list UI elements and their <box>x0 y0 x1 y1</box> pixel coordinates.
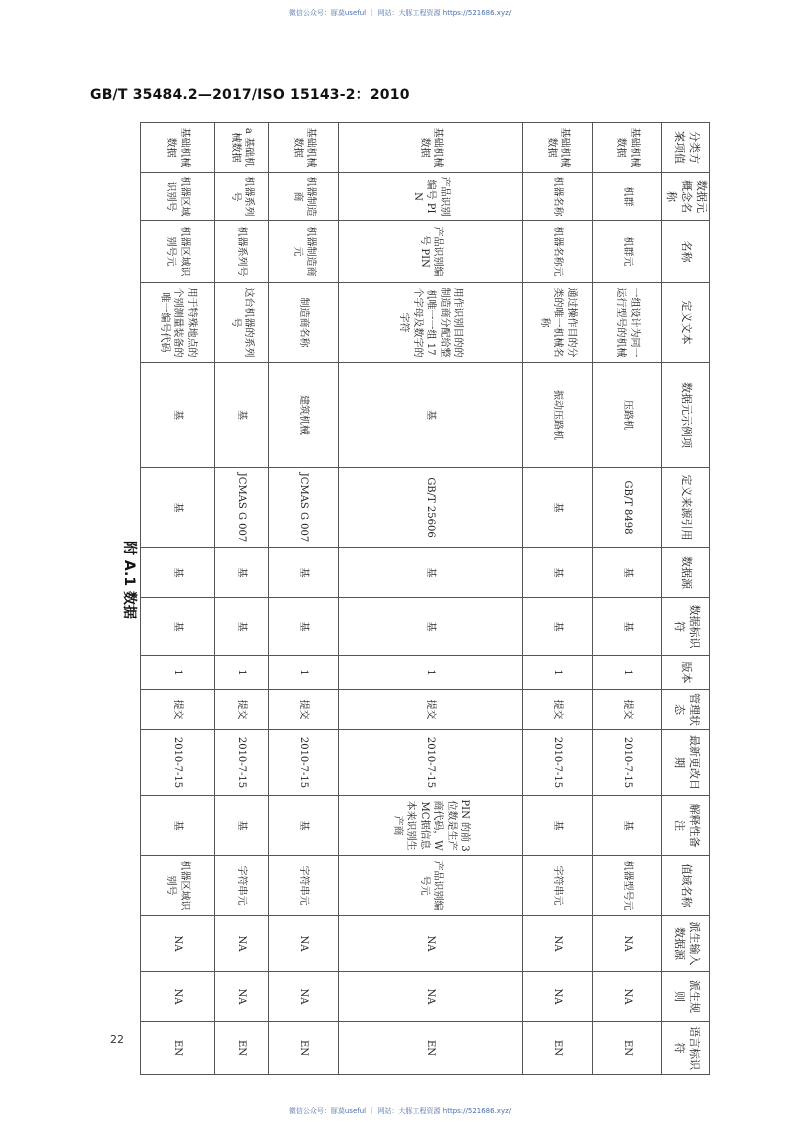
col-header: 解释性备注 <box>662 796 710 856</box>
table-cell: JCMAS G 007 <box>269 468 339 548</box>
table-cell: 产品识别编号 PIN <box>338 221 523 283</box>
table-cell: 提交 <box>592 690 662 730</box>
col-header: 版本 <box>662 656 710 690</box>
col-header: 数据元概念名称 <box>662 173 710 221</box>
table-cell: 字符串元 <box>269 856 339 916</box>
table-cell: 机群 <box>592 173 662 221</box>
table-cell: 基础机械数据 <box>523 123 593 173</box>
table-cell: 基 <box>523 796 593 856</box>
table-cell: 基 <box>592 796 662 856</box>
table-cell: 机器区域识别号 <box>141 856 215 916</box>
table-cell: NA <box>214 972 268 1022</box>
table-cell: 基础机械数据 <box>269 123 339 173</box>
col-header: 数据元示例项 <box>662 363 710 468</box>
col-header: 名称 <box>662 221 710 283</box>
table-cell: 1 <box>592 656 662 690</box>
table-cell: 基 <box>523 548 593 598</box>
col-header: 派生输入数据源 <box>662 916 710 972</box>
table-cell: NA <box>338 972 523 1022</box>
col-header: 定义文本 <box>662 283 710 363</box>
table-cell: EN <box>592 1022 662 1075</box>
table-cell: 机器区域识别号 <box>141 173 215 221</box>
table-row <box>523 123 593 1075</box>
table-cell: 用于特殊地点的个别测量装备的唯一编号代码 <box>141 283 215 363</box>
col-header: 管理状态 <box>662 690 710 730</box>
table-row <box>269 123 339 1075</box>
table-row <box>141 123 215 1075</box>
table-cell: 基 <box>141 598 215 656</box>
watermark-bottom: 微信公众号：豚莫useful ｜ 网站：大豚工程资源 https://521686.xyz/ <box>288 1107 512 1115</box>
col-header: 派生规则 <box>662 972 710 1022</box>
table-cell: NA <box>269 916 339 972</box>
table-cell: a 基础机械数据 <box>214 123 268 173</box>
table-cell: 2010-7-15 <box>269 730 339 796</box>
table-cell: 1 <box>269 656 339 690</box>
table-cell: 基 <box>338 548 523 598</box>
table-cell: EN <box>338 1022 523 1075</box>
col-header: 语言标识符 <box>662 1022 710 1075</box>
table-cell: 机器系列号 <box>214 173 268 221</box>
table-cell: 基础机械数据 <box>592 123 662 173</box>
table-cell: 产品识别编号 PIN <box>338 173 523 221</box>
standard-id: GB/T 35484.2—2017/ISO 15143-2：2010 <box>90 87 410 103</box>
table-cell: 基础机械数据 <box>338 123 523 173</box>
data-table <box>140 122 710 1075</box>
table-cell: 基 <box>592 598 662 656</box>
table-cell: 基 <box>141 796 215 856</box>
col-header: 数据源 <box>662 548 710 598</box>
table-cell: 用作识别目的的制造商分配给整机唯一一组 17 个字母及数字的字符 <box>338 283 523 363</box>
table-cell: 提交 <box>338 690 523 730</box>
table-cell: NA <box>269 972 339 1022</box>
table-cell: 基础机械数据 <box>141 123 215 173</box>
table-cell: 机器名称 <box>523 173 593 221</box>
table-cell: NA <box>141 972 215 1022</box>
table-cell: JCMAS G 007 <box>214 468 268 548</box>
table-cell: 机器系列号 <box>214 221 268 283</box>
table-row <box>338 123 523 1075</box>
table-cell: 提交 <box>141 690 215 730</box>
table-cell: 2010-7-15 <box>141 730 215 796</box>
table-cell: NA <box>141 916 215 972</box>
table-cell: 基 <box>338 598 523 656</box>
table-cell: PIN 的前 3 位数是生产商代码，WMC据信息本来识别生产商 <box>338 796 523 856</box>
table-cell: 机群元 <box>592 221 662 283</box>
table-cell: 提交 <box>214 690 268 730</box>
table-cell: 基 <box>523 598 593 656</box>
table-cell: 基 <box>141 363 215 468</box>
table-cell: EN <box>141 1022 215 1075</box>
table-cell: 1 <box>523 656 593 690</box>
table-cell: 机器制造商元 <box>269 221 339 283</box>
table-cell: 提交 <box>523 690 593 730</box>
table-cell: 基 <box>269 598 339 656</box>
page-number: 22 <box>110 1033 124 1046</box>
table-cell: 建筑机械 <box>269 363 339 468</box>
table-cell: 2010-7-15 <box>523 730 593 796</box>
table-cell: 基 <box>269 548 339 598</box>
table-cell: 2010-7-15 <box>592 730 662 796</box>
table-cell: 基 <box>214 796 268 856</box>
table-cell: 基 <box>214 598 268 656</box>
table-cell: 压路机 <box>592 363 662 468</box>
table-cell: 1 <box>214 656 268 690</box>
table-cell: 这台机器的系列号 <box>214 283 268 363</box>
table-cell: 机器区域识别号元 <box>141 221 215 283</box>
table-cell: 基 <box>141 548 215 598</box>
table-cell: NA <box>592 916 662 972</box>
table-cell: EN <box>214 1022 268 1075</box>
table-cell: GB/T 25606 <box>338 468 523 548</box>
table-cell: 2010-7-15 <box>338 730 523 796</box>
table-cell: 提交 <box>269 690 339 730</box>
table-cell: 1 <box>338 656 523 690</box>
table-cell: GB/T 8498 <box>592 468 662 548</box>
table-cell: NA <box>592 972 662 1022</box>
table-cell: 制造商名称 <box>269 283 339 363</box>
table-cell: 产品识别编号元 <box>338 856 523 916</box>
col-header: 数据标识符 <box>662 598 710 656</box>
table-cell: 一组设计为同一运行型号的机械 <box>592 283 662 363</box>
table-cell: EN <box>269 1022 339 1075</box>
col-header: 定义来源引用 <box>662 468 710 548</box>
table-cell: NA <box>214 916 268 972</box>
table-cell: 基 <box>214 363 268 468</box>
table-cell: NA <box>338 916 523 972</box>
table-cell: 基 <box>141 468 215 548</box>
data-table-rotated <box>140 122 710 1070</box>
table-cell: 字符串元 <box>523 856 593 916</box>
table-cell: 基 <box>523 468 593 548</box>
header-row <box>662 123 710 1075</box>
watermark-top: 微信公众号：豚莫useful ｜ 网站：大豚工程资源 https://521686.xyz/ <box>288 9 512 17</box>
table-cell: 1 <box>141 656 215 690</box>
col-header: 最新更改日期 <box>662 730 710 796</box>
table-cell: 字符串元 <box>214 856 268 916</box>
table-cell: 基 <box>269 796 339 856</box>
table-cell: 振动压路机 <box>523 363 593 468</box>
table-row <box>214 123 268 1075</box>
table-row <box>592 123 662 1075</box>
col-header: 值域名称 <box>662 856 710 916</box>
table-cell: EN <box>523 1022 593 1075</box>
table-cell: NA <box>523 916 593 972</box>
col-header: 分类方案项值 <box>662 123 710 173</box>
table-cell: 机器名称元 <box>523 221 593 283</box>
table-cell: 基 <box>338 363 523 468</box>
table-cell: 基 <box>592 548 662 598</box>
table-cell: 2010-7-15 <box>214 730 268 796</box>
table-cell: 机器制造商 <box>269 173 339 221</box>
table-cell: 机器型号元 <box>592 856 662 916</box>
table-cell: 基 <box>214 548 268 598</box>
table-cell: 通过操作目的分类的唯一机械名称 <box>523 283 593 363</box>
table-cell: NA <box>523 972 593 1022</box>
table-title: 附 A.1 数据 <box>121 541 137 619</box>
